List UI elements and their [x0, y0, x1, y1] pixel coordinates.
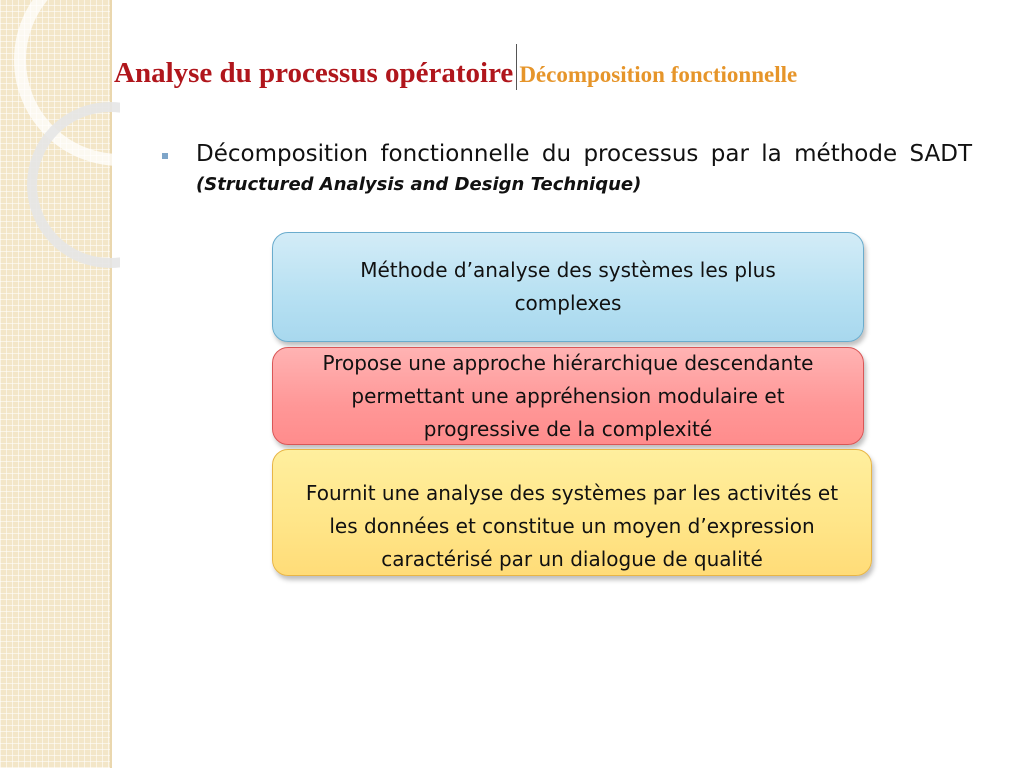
- info-box-text: Fournit une analyse des systèmes par les activités et les données et constitue un moyen d’expression caractérisé par un dialogue de qualité: [305, 481, 839, 571]
- title-separator: [516, 44, 517, 90]
- info-box-text: Méthode d’analyse des systèmes les plus complexes: [360, 258, 776, 315]
- slide-title: Analyse du processus opératoire: [114, 57, 514, 89]
- bullet-main-text: Décomposition fonctionnelle du processus par la méthode SADT: [196, 141, 972, 167]
- info-box-analysis-method: [272, 232, 864, 342]
- slide-title-bar: [114, 44, 797, 90]
- bullet-item: [162, 140, 972, 199]
- side-decoration-band: [0, 0, 112, 768]
- info-box-activity-data-analysis: [272, 449, 872, 576]
- info-box-hierarchical-approach: [272, 347, 864, 445]
- bullet-text: [196, 140, 972, 199]
- info-box-text: Propose une approche hiérarchique descendante permettant une appréhension modulaire et progressive de la complexité: [322, 350, 814, 441]
- square-bullet-icon: [162, 153, 168, 159]
- bullet-italic-text: (Structured Analysis and Design Technique): [196, 174, 642, 195]
- slide-subtitle: Décomposition fonctionnelle: [519, 62, 798, 87]
